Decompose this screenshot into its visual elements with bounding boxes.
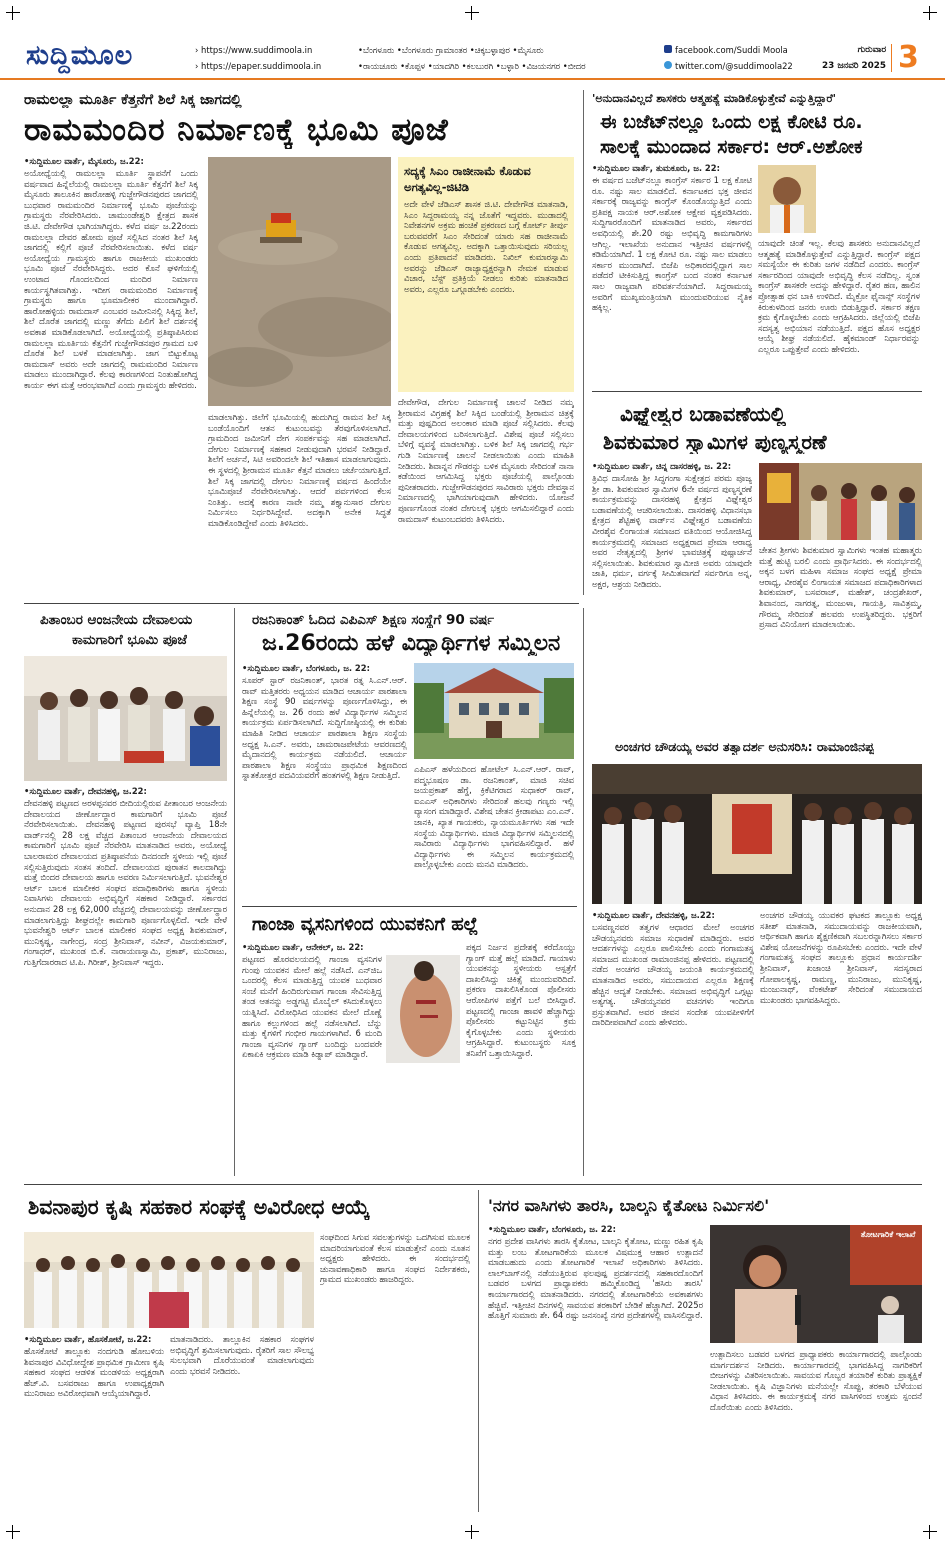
story4-body: ದೇವನಹಳ್ಳಿ ಪಟ್ಟಣದ ಅರಳಪ್ಪನವರ ಬೀದಿಯಲ್ಲಿರುವ ಪೀತಾಂಬರ ಆಂಜನೇಯ ದೇವಾಲಯದ ಜೀರ್ಣೋದ್ಧಾರ ಕಾಮಗಾರಿಗೆ ಭೂಮಿ ಪೂಜೆ ನೆರವೇರಿಸಲಾಯಿತು. ದೇವನಹಳ್ಳಿ ಪಟ್ಟಣದ ಪುರಸಭೆ ವ್ಯಾಪ್ತಿ 18ನೇ ವಾರ್ಡ್‌ನಲ್ಲಿ 28 ಲಕ್ಷ ವೆಚ್ಚದ ಪಿತಾಂಬರ ಆಂಜನೇಯ ದೇವಾಲಯದ ಕಾಮಗಾರಿಗೆ ಭೂಮಿ ಪೂಜೆ ನೆರವೇರಿಸಿ ಮಾತನಾಡಿದ ಅವರು, ಅಯೋಧ್ಯೆ ಬಾಲರಾಮರ ದೇವಾಲಯದ ಪ್ರತಿಷ್ಠಾಪನೆಯ ದಿನದಂದೇ ಸ್ಥಳೀಯ ಇಲ್ಲಿ ಪೂಜೆ ಸಲ್ಲಿಸುತ್ತಿರುವುದು ಸಂತಸ ತಂದಿದೆ. ದೇವಾಲಯದ ಪುರಾತನ ಕಾಲದಾಗಿದ್ದು ಮತ್ತೆ ಬಿಂದರ ದೇವಾಲಯ ಹಾಗೂ ಅವರಣ ನಿರ್ಮಿಸಲಾಗುತ್ತಿದೆ. ಭುವನೇಶ್ವರ ಆರ್ಟ್ ಬಾಲಕ ಮಾಲೀಕರ ಸಂಘದ ಪದಾಧಿಕಾರಿಗಳು ಹಾಗೂ ಸ್ಥಳೀಯ ನಿವಾಸಿಗಳು ದೇವಾಲಯ ಅಭಿವೃದ್ಧಿಗೆ ಸಹಕಾರ ನೀಡಿದ್ದಾರೆ. ಸರ್ಕಾರದ ಅನುದಾನ 28 ಲಕ್ಷ 62,000 ವೆಚ್ಚದಲ್ಲಿ ದೇವಾಲಯವನ್ನು ಜೀರ್ಣೋದ್ಧಾರ ಮಾಡಲಾಗುತ್ತಿದ್ದು ಶೀಘ್ರದಲ್ಲೇ ಕಾಮಗಾರಿ ಪೂರ್ಣಗೊಳ್ಳಲಿದೆ. ಇದೇ ವೇಳೆ ಭುವನೇಶ್ವರಿ ಆರ್ಟ್ ಬಾಲಕ ಮಾಲೀಕರ ಸಂಘದ ಅಧ್ಯಕ್ಷ ಶಿವಕುಮಾರ್, ಮುನಿಕೃಷ್ಣ, ನಾಗೇಂದ್ರ, ಸಂದ್ರ ಶ್ರೀನಿವಾಸ್, ನವೀನ್, ವಿಜಯಕುಮಾರ್, ಗಂಗಾಧರ್, ಮುಖಂಡ ಬಿ.ಕೆ. ನಾರಾಯಣಸ್ವಾಮಿ, ಪ್ರಕಾಶ್, ಮುನಿರಾಜು, ಗುತ್ತಿಗೆದಾರರಾದ ಟಿ.ಪಿ. ಗಿರೀಶ್, ಶ್ರೀನಿವಾಸ್ ಇದ್ದರು. [24,798,227,967]
story5-photo [414,663,574,759]
story4-photo [24,656,227,781]
issue-date: 23 ಜನವರಿ 2025 [822,61,886,71]
registration-mark [6,1525,20,1539]
story1-column3: ದೇವೇಗೌಡ, ದೇಗುಲ ನಿರ್ಮಾಣಕ್ಕೆ ಚಾಲನೆ ನೀಡಿದ ನಮ್ಮ ಶ್ರೀರಾಮನ ವಿಗ್ರಹಕ್ಕೆ ಶಿಲೆ ಸಿಕ್ಕಿದ ಬಂಡೆಯಲ್ಲಿ ಶ್ರೀರಾಮನ ಚಿತ್ರಕ್ಕೆ ಮತ್ತು ಪುಷ್ಪದಿಂದ ಅಲಂಕಾರ ಮಾಡಿ ಪೂಜೆ ಸಲ್ಲಿಸಿದರು. ಕೆಲವು ದೇವಾಲಯಗಳಿಂದ ಬರಿಸಲಾಗುತ್ತಿದೆ. ವಿಶೇಷ ಪೂಜೆ ಸಲ್ಲಿಸಲು ಬೆಳಿಗ್ಗೆ ವ್ಯವಸ್ಥೆ ಮಾಡಲಾಗಿತ್ತು. ಬಳಿಕ ಶಿಲೆ ಸಿಕ್ಕ ಜಾಗದಲ್ಲಿ ಗರ್ಭ ಗುಡಿ ನಿರ್ಮಾಣಕ್ಕೆ ಚಾಲನೆ ನೀಡಲಾಯಿತು ಎಂದು ಮಾಹಿತಿ ನೀಡಿದರು. ಶಿವಾನ್ನನ ಗೌಡರನ್ನು ಬಳಿಕ ಮೈಸೂರು ಸೇರಿದಂತೆ ನಾನಾ ಕಡೆಯಿಂದ ಆಗಮಿಸಿದ್ದ ಭಕ್ತರು ಪೂಜೆಯಲ್ಲಿ ಪಾಲ್ಗೊಂಡು ಪುನೀತರಾದರು. ಗುಜ್ಜೇಗೌಡನಪುರದ ಸಾವಿರಾರು ಭಕ್ತರು ದೇವಸ್ಥಾನ ನಿರ್ಮಾಣದಲ್ಲಿ ಭಾಗಿಯಾಗುವುದಾಗಿ ಹೇಳಿದರು. ಯೋಜನೆ ಪೂರ್ಣಗೊಂಡ ನಂತರ ದೇಗುಲಕ್ಕೆ ಭಕ್ತರು ಆಗಮಿಸಲಿದ್ದಾರೆ ಎಂದು ರಾಮದಾಸ್ ಕುಟುಂಬದವರು ತಿಳಿಸಿದರು. [398,397,574,524]
registration-mark [923,6,937,20]
column-divider [234,608,235,1176]
story1-headline: ರಾಮಮಂದಿರ ನಿರ್ಮಾಣಕ್ಕೆ ಭೂಮಿ ಪೂಜೆ [24,112,449,148]
story7-photo [592,764,922,904]
story5-byline: •ಸುದ್ದಿಮೂಲ ವಾರ್ತೆ, ಬೆಂಗಳೂರು, ಜ. 22: [242,663,370,673]
chowdaiah-jayanti-photo [592,764,922,904]
weekday: ಗುರುವಾರ [857,45,886,55]
story1-sidebox [398,157,574,392]
story7-column1: ಬಸವಣ್ಣನವರ ತತ್ವಗಳ ಆಧಾರದ ಮೇಲೆ ಅಂಚಗರ ಚೌಡಯ್ಯನವರು ಸಮಾಜ ಸುಧಾರಣೆ ಮಾಡಿದ್ದರು. ಅವರ ಆದರ್ಶಗಳನ್ನು ಎಲ್ಲರೂ ಪಾಲಿಸಬೇಕು ಎಂದು ಗಂಗಾಮತಸ್ಥ ಸಮಾಜದ ಮುಖಂಡ ರಾಮಾಂಜಿನಪ್ಪ ಹೇಳಿದರು. ಪಟ್ಟಣದಲ್ಲಿ ನಡೆದ ಅಂಚಗರ ಚೌಡಯ್ಯ ಜಯಂತಿ ಕಾರ್ಯಕ್ರಮದಲ್ಲಿ ಮಾತನಾಡಿದ ಅವರು, ಸಮುದಾಯದ ಎಲ್ಲರೂ ಶಿಕ್ಷಣಕ್ಕೆ ಹೆಚ್ಚಿನ ಆದ್ಯತೆ ನೀಡಬೇಕು. ಸಮಾಜದ ಅಭಿವೃದ್ಧಿಗೆ ಒಗ್ಗಟ್ಟು ಅತ್ಯಗತ್ಯ. ಚೌಡಯ್ಯನವರ ವಚನಗಳು ಇಂದಿಗೂ ಪ್ರಸ್ತುತವಾಗಿವೆ. ಅವರ ಜೀವನ ಸಂದೇಶ ಯುವಪೀಳಿಗೆಗೆ ದಾರಿದೀಪವಾಗಿದೆ ಎಂದು ಹೇಳಿದರು. [592,922,754,1028]
temple-site-photo [208,157,391,406]
edition-cities-row1: •ಬೆಂಗಳೂರು •ಬೆಂಗಳೂರು ಗ್ರಾಮಾಂತರ •ಚಿಕ್ಕಬಳ್ಳಾಪುರ •ಮೈಸೂರು [358,45,544,55]
story5-kicker: ರಜನಿಕಾಂತ್ ಓದಿದ ಎಪಿಎಸ್ ಶಿಕ್ಷಣ ಸಂಸ್ಥೆಗೆ 90 ವರ್ಷ [252,612,495,628]
story1-column2: ಮಾಡಲಾಗಿತ್ತು. ಜಿಲೆಗೆ ಭೂಮಿಯಲ್ಲಿ ಹುದುಗಿದ್ದ ರಾಮನ ಶಿಲೆ ಸಿಕ್ಕ ಬಂಡೆಯೊಂದಿಗೆ ಆತನ ಕುಟುಂಬವನ್ನು ತೆರವುಗೊಳಿಸಲಾಗಿದೆ. ಗ್ರಾಮದಿಂದ ಜಮೀನಿಗೆ ದೇಗ ಸಂಪರ್ಕವನ್ನು ಸಹ ಮಾಡಲಾಗಿದೆ. ದೇಗುಲ ನಿರ್ಮಾಣಕ್ಕೆ ಸಹಕಾರ ನೀಡುವುದಾಗಿ ಭರವಸೆ ನೀಡಿದ್ದಾರೆ. ಶಿಲೆಗೆ ಅರ್ಚನೆ, ಸಿಟಿ ಅವರಿಂದಲೇ ಶಿಲೆ ಇತಿಹಾಸ ಮಾಡಲಾಗುವುದು. ಈ ಸ್ಥಳದಲ್ಲಿ ಶ್ರೀರಾಮನ ಮೂರ್ತಿ ಕೆತ್ತನೆ ಮಾಡಲು ಚರ್ಚೆಯಾಗುತ್ತಿದೆ. ಶಿಲೆ ಸಿಕ್ಕ ಜಾಗದಲ್ಲಿ ದೇಗುಲ ನಿರ್ಮಾಣಕ್ಕೆ ವರ್ಷದ ಹಿಂದೆಯೇ ಭೂಮಿಪೂಜೆ ನೆರವೇರಿಸಲಾಗಿತ್ತು. ಆದರೆ ಪರ್ವಗಳಿಂದ ಕೆಲಸ ನಿಂತಿತ್ತು. ಅದಕ್ಕೆ ಕಾರಣ ನಾವೇ ನಮ್ಮ ಶಕ್ತ್ಯಾನುಸಾರ ದೇಗುಲ ನಿರ್ಮಿಸಲು ನಿರ್ಧರಿಸಿದ್ದೇವೆ. ಅದಕ್ಕಾಗಿ ಅನೇಕ ಸಿದ್ಧತೆ ಮಾಡಿಕೊಂಡಿದ್ದೇವೆ ಎಂದು ತಿಳಿಸಿದರು. [208,412,391,528]
story2-headline-line1: ಈ ಬಜೆಟ್‌ನಲ್ಲೂ ಒಂದು ಲಕ್ಷ ಕೋಟಿ ರೂ. [600,111,863,133]
story2-column1: ಈ ವರ್ಷದ ಬಜೆಟ್‌ನಲ್ಲೂ ಕಾಂಗ್ರೆಸ್ ಸರ್ಕಾರ 1 ಲಕ್ಷ ಕೋಟಿ ರೂ. ನಷ್ಟು ಸಾಲ ಮಾಡಲಿದೆ. ಕರ್ನಾಟಕದ ಭಕ್ತ ಜೀವನ ಸರ್ಕಾರಕ್ಕೆ ರಾಜ್ಯವನ್ನು ಕಾಂಗ್ರೆಸ್ ಕೊಂಡೊಯ್ಯುತ್ತಿದೆ ಎಂದು ಪ್ರತಿಪಕ್ಷ ನಾಯಕ ಆರ್.ಅಶೋಕ ಆಕ್ಷೇಪ ವ್ಯಕ್ತಪಡಿಸಿದರು. ಸುದ್ದಿಗಾರರೊಂದಿಗೆ ಮಾತನಾಡಿದ ಅವರು, ಸರ್ಕಾರದ ಅವಧಿಯಲ್ಲಿ ಶೇ.20 ರಷ್ಟು ಅಭಿವೃದ್ಧಿ ಕಾಮಗಾರಿಗಳು ಆಗಿಲ್ಲ. ಇಲಾಖೆಯ ಅನುದಾನ ಇತ್ತೀಚಿನ ವರ್ಷಗಳಲ್ಲಿ ಕಡಿಮೆಯಾಗಿದೆ. 1 ಲಕ್ಷ ಕೋಟಿ ರೂ. ನಷ್ಟು ಸಾಲ ಮಾಡಲು ಸರ್ಕಾರ ಮುಂದಾಗಿದೆ. ಬಿಜೆಪಿ ಅಧಿಕಾರದಲ್ಲಿದ್ದಾಗ ಸಾಲ ಪಡೆದರೆ ಟೀಕಿಸುತ್ತಿದ್ದ ಕಾಂಗ್ರೆಸ್ ಬಂದ ನಂತರ ಕರ್ನಾಟಕ ಸಾಲ ರಾಜ್ಯವಾಗಿ ಪರಿವರ್ತನೆಯಾಗಿದೆ. ಸಿದ್ದರಾಮಯ್ಯ ಅವರಿಗೆ ಮುಖ್ಯಮಂತ್ರಿಯಾಗಿ ಮುಂದುವರಿಯುವ ನೈತಿಕ ಹಕ್ಕಿಲ್ಲ. [592,175,752,313]
story8-column3: ಮಾತನಾಡಿದರು. ತಾಲ್ಲೂಕಿನ ಸಹಕಾರ ಸಂಘಗಳ ಅಭಿವೃದ್ಧಿಗೆ ಶ್ರಮಿಸಲಾಗುವುದು. ರೈತರಿಗೆ ಸಾಲ ಸೌಲಭ್ಯ ಸುಲಭವಾಗಿ ದೊರೆಯುವಂತೆ ಮಾಡಲಾಗುವುದು ಎಂದು ಭರವಸೆ ನೀಡಿದರು. [170,1334,314,1376]
column-divider [478,1190,479,1512]
injured-back-photo [386,955,460,1063]
story6-column1: ಪಟ್ಟಣದ ಹೊರವಲಯದಲ್ಲಿ ಗಾಂಜಾ ವ್ಯಸನಿಗಳ ಗುಂಪು ಯುವಕನ ಮೇಲೆ ಹಲ್ಲೆ ನಡೆಸಿದೆ. ಎನ್‌ಜಿಒ ಒಂದರಲ್ಲಿ ಕೆಲಸ ಮಾಡುತ್ತಿದ್ದ ಯುವಕ ಬುಧವಾರ ಸಂಜೆ ಮನೆಗೆ ಹಿಂದಿರುಗುವಾಗ ಗಾಂಜಾ ಸೇವಿಸುತ್ತಿದ್ದ ತಂಡ ಆತನನ್ನು ಅಡ್ಡಗಟ್ಟಿ ಮೊಬೈಲ್ ಕಸಿದುಕೊಳ್ಳಲು ಯತ್ನಿಸಿದೆ. ವಿರೋಧಿಸಿದ ಯುವಕನ ಮೇಲೆ ದೊಣ್ಣೆ ಹಾಗೂ ಕಲ್ಲುಗಳಿಂದ ಹಲ್ಲೆ ನಡೆಸಲಾಗಿದೆ. ಬೆನ್ನು ಮತ್ತು ಕೈಗಳಿಗೆ ಗಂಭೀರ ಗಾಯಗಳಾಗಿವೆ. 6 ಮಂದಿ ಗಾಂಜಾ ವ್ಯಸನಿಗಳ ಗ್ಯಾಂಗ್ ಬಂದಿದ್ದು ಬಂದವರೇ ಏಕಾಏಕಿ ಆಕ್ರಮಣ ಮಾಡಿ ಕಿಡ್ನಾಪ್ ಮಾಡಿದ್ದಾರೆ. [242,954,382,1060]
story4-headline-line2: ಕಾಮಗಾರಿಗೆ ಭೂಮಿ ಪೂಜೆ [72,632,188,648]
facebook-link[interactable]: facebook.com/Suddi Moola [664,45,788,55]
story3-byline: •ಸುದ್ದಿಮೂಲ ವಾರ್ತೆ, ಚಿನ್ನ ದಾಸರಹಳ್ಳಿ, ಜ. 22: [592,461,732,471]
story4-byline: •ಸುದ್ದಿಮೂಲ ವಾರ್ತೆ, ದೇವನಹಳ್ಳಿ, ಜ.22: [24,786,147,796]
story9-byline: •ಸುದ್ದಿಮೂಲ ವಾರ್ತೆ, ಬೆಂಗಳೂರು, ಜ. 22: [488,1224,616,1234]
story2-byline: •ಸುದ್ದಿಮೂಲ ವಾರ್ತೆ, ತುಮಕೂರು, ಜ. 22: [592,163,720,173]
story8-column2: ಸಂಘದಿಂದ ಸಿಗುವ ಸವಲತ್ತುಗಳನ್ನು ಒದಗಿಸುವ ಮೂಲಕ ಮಾದರಿಯಾಗುವಂತೆ ಕೆಲಸ ಮಾಡುತ್ತೇನೆ ಎಂದು ನೂತನ ಅಧ್ಯಕ್ಷರು ಹೇಳಿದರು. ಈ ಸಂದರ್ಭದಲ್ಲಿ ಚುನಾವಣಾಧಿಕಾರಿ ಹಾಗೂ ಸಂಘದ ನಿರ್ದೇಶಕರು, ಗ್ರಾಮದ ಮುಖಂಡರು ಹಾಜರಿದ್ದರು. [320,1232,470,1285]
portrait-photo [758,165,816,233]
column-divider [583,608,584,1176]
story9-photo [710,1225,922,1343]
commemoration-photo [759,463,922,540]
facebook-icon [664,45,672,53]
twitter-link[interactable]: twitter.com/@suddimoola22 [664,61,793,71]
registration-mark [465,1525,479,1539]
story8-headline: ಶಿವನಾಪುರ ಕೃಷಿ ಸಹಕಾರ ಸಂಘಕ್ಕೆ ಅವಿರೋಧ ಆಯ್ಕೆ [28,1195,370,1219]
story5-column2: ಎಪಿಎಸ್ ಹಳೆಯದಿಂದ ಹೋಟೆಲ್ ಸಿ.ಎನ್.ಆರ್. ರಾವ್, ಪದ್ಮಭೂಷಣ ಡಾ. ರಜನಿಕಾಂತ್, ಮಾಜಿ ಸಚಿವ ಜಯಪ್ರಕಾಶ್ ಹೆಗ್ಡೆ, ಕ್ರಿಕೆಟಿಗರಾದ ಸುಧಾಕರ್ ರಾವ್, ಐಎಎಸ್ ಅಧಿಕಾರಿಗಳು ಸೇರಿದಂತೆ ಹಲವು ಗಣ್ಯರು ಇಲ್ಲಿ ವ್ಯಾಸಂಗ ಮಾಡಿದ್ದಾರೆ. ವಿಶೇಷ ಚೇತನ ಕ್ರೀಡಾಪಟು ಎಂ.ಎನ್. ಜಾನಕಿ, ಖ್ಯಾತ ಗಾಯಕರು, ನ್ಯಾಯಮೂರ್ತಿಗಳು ಸಹ ಇದೇ ಸಂಸ್ಥೆಯ ವಿದ್ಯಾರ್ಥಿಗಳು. ಮಾಜಿ ವಿದ್ಯಾರ್ಥಿಗಳ ಸಮ್ಮಿಲನದಲ್ಲಿ ಸಾವಿರಾರು ವಿದ್ಯಾರ್ಥಿಗಳು ಭಾಗವಹಿಸಲಿದ್ದಾರೆ. ಹಳೆ ವಿದ್ಯಾರ್ಥಿಗಳು ಈ ಸಮ್ಮಿಲನ ಕಾರ್ಯಕ್ರಮದಲ್ಲಿ ಪಾಲ್ಗೊಳ್ಳಬೇಕು ಎಂದು ಮನವಿ ಮಾಡಿದರು. [414,764,574,870]
cooperative-election-photo [24,1232,314,1328]
story1-kicker: ರಾಮಲಲ್ಲಾ ಮೂರ್ತಿ ಕೆತ್ತನೆಗೆ ಶಿಲೆ ಸಿಕ್ಕ ಜಾಗದಲ್ಲಿ [24,92,242,108]
story2-column2-top [820,165,920,237]
masthead-rule [0,78,945,80]
story4-headline-line1: ಪಿತಾಂಬರ ಆಂಜನೇಯ ದೇವಾಲಯ [40,612,193,628]
newspaper-logo: ಸುದ್ದಿಮೂಲ [26,40,134,71]
twitter-icon [664,61,672,69]
story2-headline-line2: ಸಾಲಕ್ಕೆ ಮುಂದಾದ ಸರ್ಕಾರ: ಆರ್.ಅಶೋಕ [600,136,863,158]
story8-column1: ಹೊಸಕೋಟೆ ತಾಲ್ಲೂಕು ನಂದಗುಡಿ ಹೋಬಳಿಯ ಶಿವನಾಪುರ ವಿವಿಧೋದ್ದೇಶ ಪ್ರಾಥಮಿಕ ಗ್ರಾಮೀಣ ಕೃಷಿ ಸಹಕಾರ ಸಂಘದ ಆಡಳಿತ ಮಂಡಳಿಯ ಅಧ್ಯಕ್ಷರಾಗಿ ಹೆಚ್.ವಿ. ಬಸವರಾಜು ಹಾಗೂ ಉಪಾಧ್ಯಕ್ಷರಾಗಿ ಮುನಿರಾಜು ಅವಿರೋಧವಾಗಿ ಆಯ್ಕೆಯಾಗಿದ್ದಾರೆ. [24,1346,164,1399]
school-building-photo [414,663,574,759]
story6-photo [386,955,460,1063]
story7-byline: •ಸುದ್ದಿಮೂಲ ವಾರ್ತೆ, ದೇವನಹಳ್ಳಿ, ಜ.22: [592,910,715,920]
story7-headline: ಅಂಚಗರ ಚೌಡಯ್ಯ ಅವರ ತತ್ವಾದರ್ಶ ಅನುಸರಿಸಿ: ರಾಮಾಂಜಿನಪ್ಪ [615,739,875,754]
section-rule [592,391,922,392]
story3-photo [759,463,922,540]
section-rule [242,906,577,907]
bhoomi-pooja-photo [24,656,227,781]
section-rule [24,1184,922,1185]
website-link[interactable]: › https://www.suddimoola.in [195,45,313,55]
story2-kicker: 'ಅನುದಾನವಿಲ್ಲದೆ ಶಾಸಕರು ಆತ್ಮಹತ್ಯೆ ಮಾಡಿಕೊಳ್ಳುತ್ತೇವೆ ಎನ್ನುತ್ತಿದ್ದಾರೆ' [592,92,837,105]
story1-photo-site [208,157,391,406]
story3-column1: ತ್ರಿವಿಧ ದಾಸೋಹಿ ಶ್ರೀ ಸಿದ್ಧಗಂಗಾ ಸುಕ್ಷೇತ್ರದ ಪರಮ ಪೂಜ್ಯ ಶ್ರೀ ಡಾ. ಶಿವಕುಮಾರ ಸ್ವಾಮಿಗಳ 6ನೇ ವರ್ಷದ ಪುಣ್ಯಸ್ಮರಣೆ ಕಾರ್ಯಕ್ರಮವನ್ನು ದಾಸರಹಳ್ಳಿ ಕ್ಷೇತ್ರದ ವಿಘ್ನೇಶ್ವರ ಬಡಾವಣೆಯಲ್ಲಿ ಆಚರಿಸಲಾಯಿತು. ದಾಸರಹಳ್ಳಿ ವಿಧಾನಸಭಾ ಕ್ಷೇತ್ರದ ಶೆಟ್ಟಿಹಳ್ಳಿ ವಾರ್ಡ್‌ನ ವಿಘ್ನೇಶ್ವರ ಬಡಾವಣೆಯ ವೀರಶೈವ ಲಿಂಗಾಯತ ಸಮಾಜದ ವತಿಯಿಂದ ಆಯೋಜಿಸಿದ್ದ ಕಾರ್ಯಕ್ರಮದಲ್ಲಿ ಸಮಾಜದ ಅಧ್ಯಕ್ಷರಾದ ಪ್ರೇಮಾ ಆರಾಧ್ಯ ಅವರ ನೇತೃತ್ವದಲ್ಲಿ ಶ್ರೀಗಳ ಭಾವಚಿತ್ರಕ್ಕೆ ಪುಷ್ಪಾರ್ಚನೆ ಸಲ್ಲಿಸಲಾಯಿತು. ಶಿವಕುಮಾರ ಸ್ವಾಮೀಜಿ ಅವರು ಯಾವುದೇ ಜಾತಿ, ಧರ್ಮ, ವರ್ಗಕ್ಕೆ ಸೀಮಿತವಾಗದೆ ಸರ್ವರಿಗೂ ಅನ್ನ, ಅಕ್ಷರ, ಆಶ್ರಯ ನೀಡಿದರು. [592,473,752,589]
story7-column2: ಅಂಚಗರ ಚೌಡಯ್ಯ ಯುವಕರ ಘಟಕದ ತಾಲ್ಲೂಕು ಅಧ್ಯಕ್ಷ ಸತೀಶ್ ಮಾತನಾಡಿ, ಸಮುದಾಯವನ್ನು ರಾಜಕೀಯವಾಗಿ, ಆರ್ಥಿಕವಾಗಿ ಹಾಗೂ ಶೈಕ್ಷಣಿಕವಾಗಿ ಸಬಲರನ್ನಾಗಿಸಲು ಸರ್ಕಾರ ವಿಶೇಷ ಯೋಜನೆಗಳನ್ನು ರೂಪಿಸಬೇಕು ಎಂದರು. ಇದೇ ವೇಳೆ ಗಂಗಾಮತಸ್ಥ ಸಂಘದ ತಾಲ್ಲೂಕು ಪ್ರಧಾನ ಕಾರ್ಯದರ್ಶಿ ಶ್ರೀನಿವಾಸ್, ಖಜಾಂಚಿ ಶ್ರೀನಿವಾಸ್, ಸದಸ್ಯರಾದ ಗೋಪಾಲಕೃಷ್ಣ, ರಾಮಣ್ಣ, ಮುನಿರಾಜು, ಮುನಿಕೃಷ್ಣ, ಮಂಜುನಾಥ್, ವೆಂಕಟೇಶ್ ಸೇರಿದಂತೆ ಸಮುದಾಯದ ಮುಖಂಡರು ಭಾಗವಹಿಸಿದ್ದರು. [760,910,922,1005]
story9-headline: 'ನಗರ ವಾಸಿಗಳು ತಾರಸಿ, ಬಾಲ್ಕನಿ ಕೈತೋಟ ನಿರ್ಮಿಸಲಿ' [488,1196,770,1215]
story9-column1: ನಗರ ಪ್ರದೇಶ ವಾಸಿಗಳು ತಾರಸಿ ಕೈತೋಟ, ಬಾಲ್ಕನಿ ಕೈತೋಟ, ಮಣ್ಣು ರಹಿತ ಕೃಷಿ ಮತ್ತು ಲಂಬ ತೋಟಗಾರಿಕೆಯ ಮೂಲಕ ವಿಷಮುಕ್ತ ಆಹಾರ ಉತ್ಪಾದನೆ ಮಾಡಬಹುದು ಎಂದು ತೋಟಗಾರಿಕೆ ಇಲಾಖೆ ಅಧಿಕಾರಿಗಳು ತಿಳಿಸಿದರು. ಲಾಲ್‌ಬಾಗ್‌ನಲ್ಲಿ ನಡೆಯುತ್ತಿರುವ ಫಲಪುಷ್ಪ ಪ್ರದರ್ಶನದಲ್ಲಿ ಸಹಕಾರದೊಂದಿಗೆ ಬಡವರ ಬಳಗದ ಪ್ರಾಧ್ಯಾಪಕರು ಹಮ್ಮಿಕೊಂಡಿದ್ದ 'ಹಸಿರು ತಾರಸಿ' ಕಾರ್ಯಾಗಾರದಲ್ಲಿ ಮಾತನಾಡಿದರು. ನಗರದಲ್ಲಿ ತೋಟಗಾರಿಕೆಯ ಅವಕಾಶಗಳು ಹೆಚ್ಚಿವೆ. ಇತ್ತೀಚಿನ ದಿನಗಳಲ್ಲಿ ಸಾವಯವ ತರಕಾರಿಗೆ ಬೇಡಿಕೆ ಹೆಚ್ಚಾಗಿದೆ. 2025ರ ಹೊತ್ತಿಗೆ ಸುಮಾರು ಶೇ. 64 ರಷ್ಟು ಜನಸಂಖ್ಯೆ ನಗರ ಪ್ರದೇಶಗಳಲ್ಲಿ ವಾಸಿಸಲಿದ್ದಾರೆ. [488,1236,703,1321]
story2-column2: ಯಾವುದೇ ಚಿಂತೆ ಇಲ್ಲ. ಕೆಲವು ಶಾಸಕರು ಅನುದಾನವಿಲ್ಲದೆ ಆತ್ಮಹತ್ಯೆ ಮಾಡಿಕೊಳ್ಳುತ್ತೇವೆ ಎನ್ನುತ್ತಿದ್ದಾರೆ. ಕಾಂಗ್ರೆಸ್ ಪಕ್ಷದ ಸಮಸ್ಯೆಯೇ ಈ ಕುರಿತು ಜಗಳ ನಡೆದಿದೆ ಎಂದರು. ಕಾಂಗ್ರೆಸ್ ಸರ್ಕಾರದಿಂದ ಯಾವುದೇ ಅಭಿವೃದ್ಧಿ ಕೆಲಸ ನಡೆದಿಲ್ಲ. ಸ್ವಂತ ಕಾಂಗ್ರೆಸ್ ಶಾಸಕರೇ ಅದನ್ನು ಹೇಳಿದ್ದಾರೆ. ರೈತರ ಹಣ, ಹಾಲಿನ ಪ್ರೋತ್ಸಾಹ ಧನ ಬಾಕಿ ಉಳಿದಿದೆ. ಮೈಕ್ರೋ ಫೈನಾನ್ಸ್ ಸಂಸ್ಥೆಗಳ ಕಿರುಕುಳದಿಂದ ಜನರು ಊರು ಬಿಡುತ್ತಿದ್ದಾರೆ. ಸರ್ಕಾರ ತಕ್ಷಣ ಕ್ರಮ ಕೈಗೊಳ್ಳಬೇಕು ಎಂದು ಆಗ್ರಹಿಸಿದರು. ಜಿಲ್ಲೆಯಲ್ಲಿ ಬಿಜೆಪಿ ಸದಸ್ಯತ್ವ ಅಭಿಯಾನ ನಡೆಯುತ್ತಿದೆ. ಪಕ್ಷದ ಹೊಸ ಅಧ್ಯಕ್ಷರ ಆಯ್ಕೆ ಶೀಘ್ರ ನಡೆಯಲಿದೆ. ಹೈಕಮಾಂಡ್ ನಿರ್ಧಾರವನ್ನು ಎಲ್ಲರೂ ಒಪ್ಪುತ್ತೇವೆ ಎಂದು ಹೇಳಿದರು. [758,238,920,354]
story8-byline: •ಸುದ್ದಿಮೂಲ ವಾರ್ತೆ, ಹೊಸಕೋಟೆ, ಜ.22: [24,1334,152,1344]
story2-portrait [758,165,816,233]
story8-photo [24,1232,314,1328]
page-number: 3 [898,40,919,75]
edition-cities-row2: •ರಾಯಚೂರು •ಕೊಪ್ಪಳ •ಯಾದಗಿರಿ •ಕಲಬುರಗಿ •ಬಳ್ಳಾರಿ •ವಿಜಯನಗರ •ಬೀದರ [358,61,586,71]
registration-mark [6,6,20,20]
sidebox-body: ಅದೇ ವೇಳೆ ಜೆಡಿಎಸ್ ಶಾಸಕ ಜಿ.ಟಿ. ದೇವೇಗೌಡ ಮಾತನಾಡಿ, ಸಿಎಂ ಸಿದ್ದರಾಮಯ್ಯ ನನ್ನ ಜೊತೆಗೆ ಇದ್ದವರು. ಮುಡಾದಲ್ಲಿ ನಿವೇಶನಗಳ ಅಕ್ರಮ ಹಂಚಿಕೆ ಪ್ರಕರಣದ ಬಗ್ಗೆ ಕೋರ್ಟ್ ತೀರ್ಪು ಬರುವವರೆಗೆ ಸಿಎಂ ಸೇರಿದಂತೆ ಯಾರು ಸಹ ರಾಜೀನಾಮೆ ಕೊಡುವ ಅಗತ್ಯವಿಲ್ಲ. ಅದಕ್ಕಾಗಿ ಒತ್ತಾಯಿಸುವುದು ಸರಿಯಲ್ಲ ಎಂದು ಪ್ರತಿಪಾದನೆ ಮಾಡಿದರು. ನಿಖಿಲ್ ಕುಮಾರಸ್ವಾಮಿ ಅವರನ್ನು ಜೆಡಿಎಸ್ ರಾಜ್ಯಾಧ್ಯಕ್ಷರನ್ನಾಗಿ ನೇಮಕ ಮಾಡುವ ವಿಚಾರ, ಬೆಸ್ಟ್ ಪ್ರತಿಕ್ರಿಯೆ ನೀಡಲು ಕುರಿತು ಮಾತನಾಡಿದ ಅವರು, ಎಲ್ಲರೂ ಒಗ್ಗೂಡಬೇಕು ಎಂದರು. [404,199,568,294]
story1-byline: •ಸುದ್ದಿಮೂಲ ವಾರ್ತೆ, ಮೈಸೂರು, ಜ.22: [24,156,144,166]
registration-mark [465,6,479,20]
sidebox-headline: ಸದ್ಯಕ್ಕೆ ಸಿಎಂ ರಾಜೀನಾಮೆ ಕೊಡುವ ಅಗತ್ಯವಿಲ್ಲ-ಜಿಟಿಡಿ [404,164,531,194]
story3-headline-line1: ವಿಘ್ನೇಶ್ವರ ಬಡಾವಣೆಯಲ್ಲಿ [620,402,786,426]
story6-column2: ಪಕ್ಕದ ನಿರ್ಜನ ಪ್ರದೇಶಕ್ಕೆ ಕರೆದೊಯ್ದು ಗ್ಯಾಂಗ್ ಮತ್ತೆ ಹಲ್ಲೆ ಮಾಡಿದೆ. ಗಾಯಾಳು ಯುವಕನನ್ನು ಸ್ಥಳೀಯರು ಆಸ್ಪತ್ರೆಗೆ ದಾಖಲಿಸಿದ್ದು ಚಿಕಿತ್ಸೆ ಮುಂದುವರಿದಿದೆ. ಪ್ರಕರಣ ದಾಖಲಿಸಿಕೊಂಡ ಪೊಲೀಸರು ಆರೋಪಿಗಳ ಪತ್ತೆಗೆ ಬಲೆ ಬೀಸಿದ್ದಾರೆ. ಪಟ್ಟಣದಲ್ಲಿ ಗಾಂಜಾ ಹಾವಳಿ ಹೆಚ್ಚಾಗಿದ್ದು ಪೊಲೀಸರು ಕಟ್ಟುನಿಟ್ಟಿನ ಕ್ರಮ ಕೈಗೊಳ್ಳಬೇಕು ಎಂದು ಸ್ಥಳೀಯರು ಆಗ್ರಹಿಸಿದ್ದಾರೆ. ಕುಟುಂಬಸ್ಥರು ಸೂಕ್ತ ತನಿಖೆಗೆ ಒತ್ತಾಯಿಸಿದ್ದಾರೆ. [466,942,576,1058]
workshop-speaker-photo [710,1225,922,1343]
registration-mark [923,1525,937,1539]
story5-column1: ಸೂಪರ್ ಸ್ಟಾರ್ ರಜನಿಕಾಂತ್, ಭಾರತ ರತ್ನ ಸಿ.ಎನ್.ಆರ್. ರಾವ್ ಮತ್ತಿತರರು ಅಧ್ಯಯನ ಮಾಡಿದ ಆಚಾರ್ಯ ಪಾಠಶಾಲಾ ಶಿಕ್ಷಣ ಸಂಸ್ಥೆ 90 ವರ್ಷಗಳನ್ನು ಪೂರ್ಣಗೊಳಿಸಿದ್ದು, ಈ ಹಿನ್ನೆಲೆಯಲ್ಲಿ ಜ. 26 ರಂದು ಹಳೆ ವಿದ್ಯಾರ್ಥಿಗಳ ಸಮ್ಮಿಲನ ಕಾರ್ಯಕ್ರಮ ಏರ್ಪಡಿಸಲಾಗಿದೆ. ಸುದ್ದಿಗೋಷ್ಠಿಯಲ್ಲಿ ಈ ಕುರಿತು ಮಾಹಿತಿ ನೀಡಿದ ಆಚಾರ್ಯ ಪಾಠಶಾಲಾ ಶಿಕ್ಷಣ ಸಂಸ್ಥೆಯ ಅಧ್ಯಕ್ಷ ಸಿ.ಎನ್. ಅವರು, ಚಾಮರಾಜಪೇಟೆಯ ಆವರಣದಲ್ಲಿ ಮೈದಾನದಲ್ಲಿ ಕಾರ್ಯಕ್ರಮ ನಡೆಯಲಿದೆ. ಆಚಾರ್ಯ ಪಾಠಶಾಲಾ ಶಿಕ್ಷಣ ಸಂಸ್ಥೆಯು ಪ್ರಾಥಮಿಕ ಶಿಕ್ಷಣದಿಂದ ಸ್ನಾತಕೋತ್ತರ ಪದವಿಯವರೆಗೆ ಹಂತಗಳಲ್ಲಿ ಶಿಕ್ಷಣ ನೀಡುತ್ತಿದೆ. [242,675,407,781]
story9-column2: ಉತ್ಪಾದಿಸಲು ಬಡವರ ಬಳಗದ ಪ್ರಾಧ್ಯಾಪಕರು ಕಾರ್ಯಾಗಾರದಲ್ಲಿ ಪಾಲ್ಗೊಂಡು ಮಾರ್ಗದರ್ಶನ ನೀಡಿದರು. ಕಾರ್ಯಾಗಾರದಲ್ಲಿ ಭಾಗವಹಿಸಿದ್ದ ನಾಗರಿಕರಿಗೆ ಬೀಜಗಳನ್ನು ವಿತರಿಸಲಾಯಿತು. ಸಾವಯವ ಗೊಬ್ಬರ ತಯಾರಿಕೆ ಕುರಿತು ಪ್ರಾತ್ಯಕ್ಷಿಕೆ ನೀಡಲಾಯಿತು. ಕೃಷಿ ವಿಜ್ಞಾನಿಗಳು ಮನೆಯಲ್ಲೇ ಸೊಪ್ಪು, ತರಕಾರಿ ಬೆಳೆಯುವ ವಿಧಾನ ತಿಳಿಸಿದರು. ಈ ಕಾರ್ಯಕ್ರಮಕ್ಕೆ ನಗರ ವಾಸಿಗಳಿಂದ ಉತ್ತಮ ಸ್ಪಂದನೆ ದೊರೆಯಿತು ಎಂದು ತಿಳಿಸಿದರು. [710,1349,922,1412]
photo-banner-text: ತೋಟಗಾರಿಕೆ ಇಲಾಖೆ [860,1230,916,1239]
section-rule [24,603,579,604]
story3-column2: ಚೇತನ ಶ್ರೀಗಳು ಶಿವಕುಮಾರ ಸ್ವಾಮಿಗಳು ಇಂತಹ ಮಹಾತ್ಮರು ಮತ್ತೆ ಹುಟ್ಟಿ ಬರಲಿ ಎಂದು ಪ್ರಾರ್ಥಿಸಿದರು. ಈ ಸಂದರ್ಭದಲ್ಲಿ ಅಕ್ಕನ ಬಳಗ ಮಹಿಳಾ ಸಮಾಜ ಸಂಘದ ಅಧ್ಯಕ್ಷೆ ಪ್ರೇಮಾ ಆರಾಧ್ಯ, ವೀರಶೈವ ಲಿಂಗಾಯತ ಸಮಾಜದ ಪದಾಧಿಕಾರಿಗಳಾದ ಶಿವಕುಮಾರ್, ಬಸವರಾಜ್, ಮಹೇಶ್, ಚಂದ್ರಶೇಖರ್, ಶಿವಾನಂದ, ನಾಗರತ್ನ, ಮಂಜುಳಾ, ಗಾಯತ್ರಿ, ಸಾವಿತ್ರಮ್ಮ, ಗೌರಮ್ಮ ಸೇರಿದಂತೆ ಹಲವರು ಉಪಸ್ಥಿತರಿದ್ದರು. ಭಕ್ತರಿಗೆ ಪ್ರಸಾದ ವಿನಿಯೋಗ ಮಾಡಲಾಯಿತು. [759,545,922,630]
story3-headline-line2: ಶಿವಕುಮಾರ ಸ್ವಾಮಿಗಳ ಪುಣ್ಯಸ್ಮರಣೆ [603,430,827,454]
story6-byline: •ಸುದ್ದಿಮೂಲ ವಾರ್ತೆ, ಆನೇಕಲ್, ಜ. 22: [242,942,364,952]
column-divider [583,90,584,595]
story1-column1: ಅಯೋಧ್ಯೆಯಲ್ಲಿ ರಾಮಲಲ್ಲಾ ಮೂರ್ತಿ ಸ್ಥಾಪನೆಗೆ ಒಂದು ವರ್ಷವಾದ ಹಿನ್ನೆಲೆಯಲ್ಲಿ ರಾಮಲಲ್ಲಾ ಮೂರ್ತಿ ಕೆತ್ತನೆಗೆ ಶಿಲೆ ಸಿಕ್ಕ ಮೈಸೂರು ತಾಲೂಕಿನ ಹಾರೋಹಳ್ಳಿ ಗುಜ್ಜೇಗೌಡನಪುರದ ಜಾಗದಲ್ಲಿ ಬುಧವಾರ ರಾಮಮಂದಿರ ನಿರ್ಮಾಣಕ್ಕೆ ಭೂಮಿ ಪೂಜೆಯನ್ನು ಗ್ರಾಮಸ್ಥರು ನೆರವೇರಿಸಿದರು. ಚಾಮುಂಡೇಶ್ವರಿ ಕ್ಷೇತ್ರದ ಶಾಸಕ ಜಿ.ಟಿ. ದೇವೇಗೌಡ ಭಾಗಿಯಾಗಿದ್ದರು. ಕಳೆದ ವರ್ಷ ಜ.22ರಂದು ರಾಮಲಲ್ಲಾ ದೇವರ ಹೋಮ ಪೂಜೆ ಸಲ್ಲಿಸಿದ ನಂತರ ಶಿಲೆ ಸಿಕ್ಕ ಜಾಗದಲ್ಲಿ ಕಲ್ಲಿಗೆ ಪೂಜೆ ನೆರವೇರಿಸಲಾಯಿತು. ಕಳೆದ ವರ್ಷ ಅಯೋಧ್ಯೆಯ ಗ್ರಾಮಸ್ಥರು ಹಾಗೂ ರಾಜಕೀಯ ಮುಖಂಡರು ಭೂಮಿ ಪೂಜೆ ನೆರವೇರಿಸಿದ್ದರು. ಅದರ ಕೊನೆ ಘಳಿಗೆಯಲ್ಲಿ ಉಂಟಾದ ಗೊಂದಲದಿಂದ ಮಂದಿರ ನಿರ್ಮಾಣ ಕಾರ್ಯಸ್ಥಗಿತವಾಗಿತ್ತು. ಇದೀಗ ರಾಮಮಂದಿರ ನಿರ್ಮಾಣಕ್ಕೆ ಗ್ರಾಮಸ್ಥರು ಹಾಗೂ ಭೂಮಾಲೀಕರ ಮುಂದಾಗಿದ್ದಾರೆ. ಹಾರೋಹಳ್ಳಿಯ ರಾಮದಾಸ್ ಎಂಬವರ ಜಮೀನಿನಲ್ಲಿ ಸಿಕ್ಕಿದ್ದ ಶಿಲೆ, ಶಿಲೆ ದೊರೆತ ಜಾಗದಲ್ಲಿ ಮಣ್ಣು ತೆಗೆದು ಪಿಲಿಗೆ ಶಿಲೆ ದರ್ಶನಕ್ಕೆ ಅವಕಾಶ ಮಾಡಿಕೊಡಲಾಗಿದೆ. ಅಯೋಧ್ಯೆಯಲ್ಲಿ ಪ್ರತಿಷ್ಠಾಪಿಸಿರುವ ರಾಮಲಲ್ಲಾ ಮೂರ್ತಿಯ ಕೆತ್ತನೆಗೆ ಗುಜ್ಜೇಗೌಡನಪುರ ಗ್ರಾಮದ ಬಳಿ ದೊರೆತ ಶಿಲೆ ಬಳಕೆ ಮಾಡಲಾಗಿತ್ತು. ಜಾಗ ಬಿಟ್ಟುಕೊಟ್ಟ ರಾಮದಾಸ್ ಅವರು ಅದೇ ಜಾಗದಲ್ಲಿ ರಾಮಮಂದಿರ ನಿರ್ಮಾಣ ಮಾಡಲು ಮುಂದಾಗಿದ್ದಾರೆ. ಕೆಲವು ಕಾರಣಗಳಿಂದ ನಿಂತುಹೋಗಿದ್ದ ಕಾರ್ಯ ಈಗ ಮತ್ತೆ ಆರಂಭವಾಗಿದೆ ಎಂದು ಗ್ರಾಮಸ್ಥರು ಹೇಳಿದರು. [24,168,198,390]
story6-headline: ಗಾಂಜಾ ವ್ಯಸನಿಗಳಿಂದ ಯುವಕನಿಗೆ ಹಲ್ಲೆ [252,914,479,935]
divider [891,44,892,72]
story5-headline: ಜ.26ರಂದು ಹಳೆ ವಿದ್ಯಾರ್ಥಿಗಳ ಸಮ್ಮಿಲನ [262,631,561,656]
epaper-link[interactable]: › https://epaper.suddimoola.in [195,61,322,71]
